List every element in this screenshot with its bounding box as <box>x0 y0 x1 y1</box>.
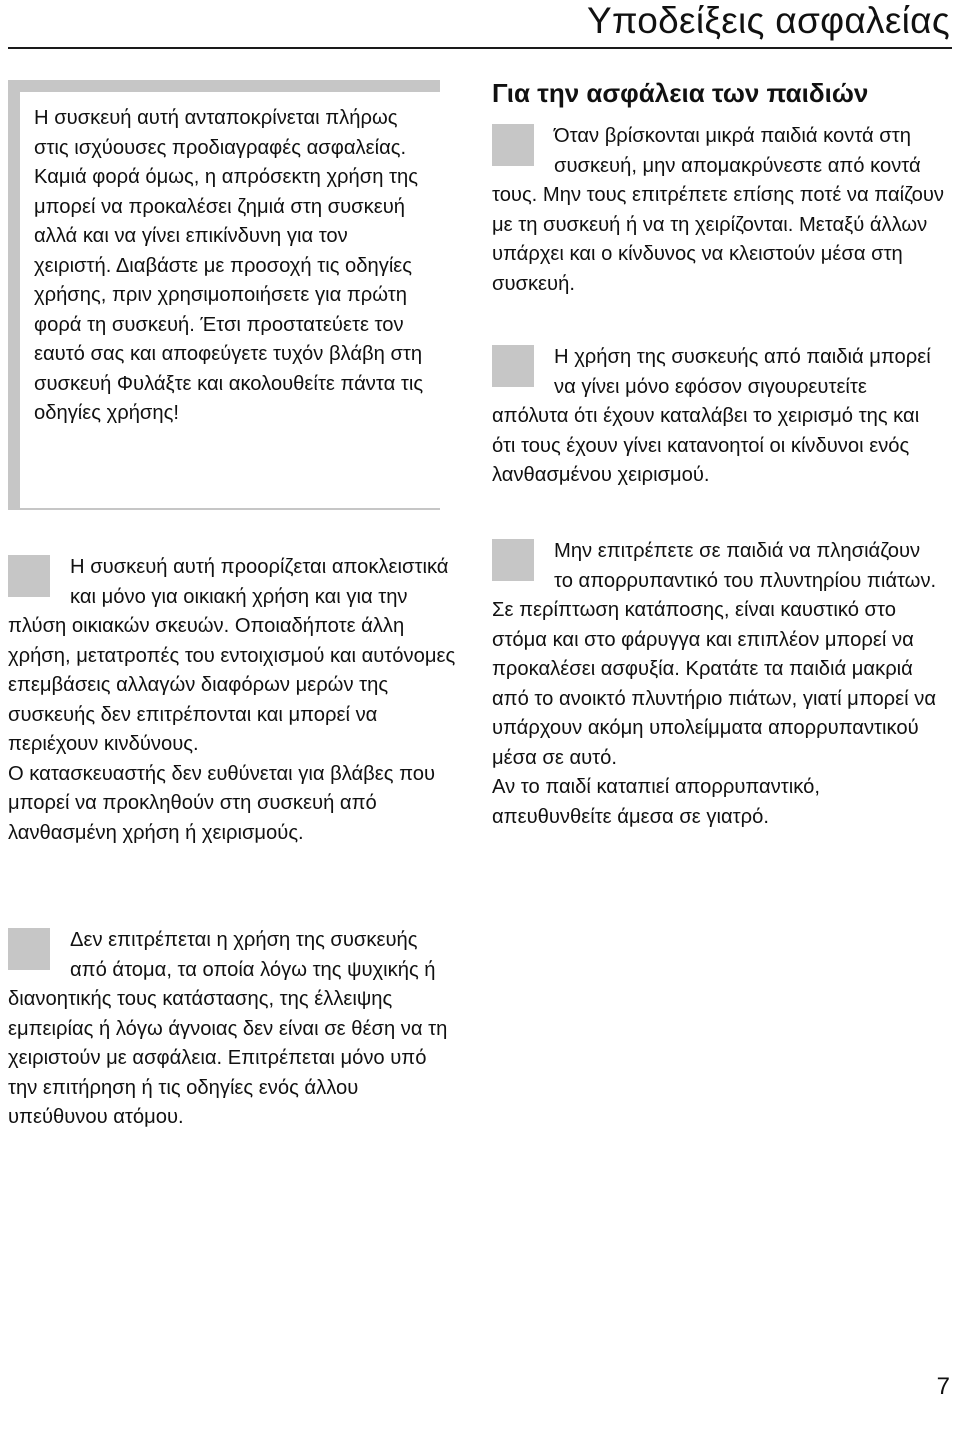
children-supervision-block <box>492 122 944 299</box>
detergent-warning-text <box>492 537 944 832</box>
bullet-square-icon <box>492 345 534 387</box>
bullet-square-icon <box>492 124 534 166</box>
bullet-square-icon <box>8 555 50 597</box>
bullet-square-icon <box>492 539 534 581</box>
children-supervision-paragraph: Όταν βρίσκονται μικρά παιδιά κοντά στη συσκευή, μην απομακρύνεστε από κοντά τους. Μην τους επιτρέπετε επίσης ποτέ να παίζουν με τη συσκευή ή να τη χειρίζονται. Μεταξύ άλλων υπάρχει και ο κίνδυνος να κλειστούν μέσα στη συσκευή. <box>492 125 945 295</box>
intended-use-block <box>8 553 458 848</box>
children-supervision-text <box>492 122 944 299</box>
page-number: 7 <box>936 1373 950 1400</box>
intended-use-paragraph: Η συσκευή αυτή προορίζεται αποκλειστικά και μόνο για οικιακή χρήση και για την πλύση οικιακών σκευών. Οποιαδήποτε άλλη χρήση, μετατροπές του εντοιχισμού και αυτόνομες επεμβάσεις αλλαγών διαφόρων μερών της συσκευής δεν επιτρέπονται και μπορεί να περιέχουν κινδύνους. <box>8 556 456 755</box>
detergent-warning-block <box>492 537 944 832</box>
header-divider <box>8 47 952 49</box>
restricted-users-block <box>8 926 458 1133</box>
restricted-users-text <box>8 926 458 1133</box>
bullet-square-icon <box>8 928 50 970</box>
restricted-users-paragraph: Δεν επιτρέπεται η χρήση της συσκευής από άτομα, τα οποία λόγω της ψυχικής ή διανοητικής τους κατάστασης, της έλλειψης εμπειρίας ή λόγω άγνοιας δεν είναι σε θέση να τη χειριστούν με ασφάλεια. Επιτρέπεται μόνο υπό την επιτήρηση ή τις οδηγίες ενός άλλου υπεύθυνου ατόμου. <box>8 929 448 1128</box>
children-usage-text <box>492 343 944 491</box>
detergent-warning-paragraph: Μην επιτρέπετε σε παιδιά να πλησιάζουν το απορρυπαντικό του πλυντηρίου πιάτων. Σε περίπτωση κατάποσης, είναι καυστικό στο στόμα και στο φάρυγγα και επιπλέον μπορεί να προκαλέσει ασφυξία. Κρατάτε τα παιδιά μακριά από το ανοικτό πλυντήριο πιάτων, γιατί μπορεί να υπάρχουν ακόμη υπολείμματα απορρυπαντικού μέσα σε αυτό. <box>492 540 937 769</box>
intro-notice-box <box>8 80 440 510</box>
manufacturer-liability-paragraph: Ο κατασκευαστής δεν ευθύνεται για βλάβες που μπορεί να προκληθούν στη συσκευή από λανθασμένη χρήση ή χειρισμούς. <box>8 762 436 844</box>
children-safety-heading: Για την ασφάλεια των παιδιών <box>492 78 869 108</box>
detergent-swallowed-paragraph: Αν το παιδί καταπιεί απορρυπαντικό, απευθυνθείτε άμεσα σε γιατρό. <box>492 776 820 828</box>
children-usage-block <box>492 343 944 491</box>
children-usage-paragraph: Η χρήση της συσκευής από παιδιά μπορεί να γίνει μόνο εφόσον σιγουρευτείτε απόλυτα ότι έχουν καταλάβει το χειρισμό της και ότι τους έχουν γίνει κατανοητοί οι κίνδυνοι ενός λανθασμένου χειρισμού. <box>492 346 931 486</box>
intended-use-text <box>8 553 458 848</box>
page-title: Υποδείξεις ασφαλείας <box>586 0 950 41</box>
intro-notice-text: Η συσκευή αυτή ανταποκρίνεται πλήρως στις ισχύουσες προδιαγραφές ασφαλείας. Καμιά φορά όμως, η απρόσεκτη χρήση της μπορεί να προκαλέσει ζημιά στη συσκευή αλλά και να γίνει επικίνδυνη για τον χειριστή. Διαβάστε με προσοχή τις οδηγίες χρήσης, πριν χρησιμοποιήσετε για πρώτη φορά τη συσκευή. Έτσι προστατεύετε τον εαυτό σας και αποφεύγετε τυχόν βλάβη στη συσκευή Φυλάξτε και ακολουθείτε πάντα τις οδηγίες χρήσης! <box>20 92 440 508</box>
